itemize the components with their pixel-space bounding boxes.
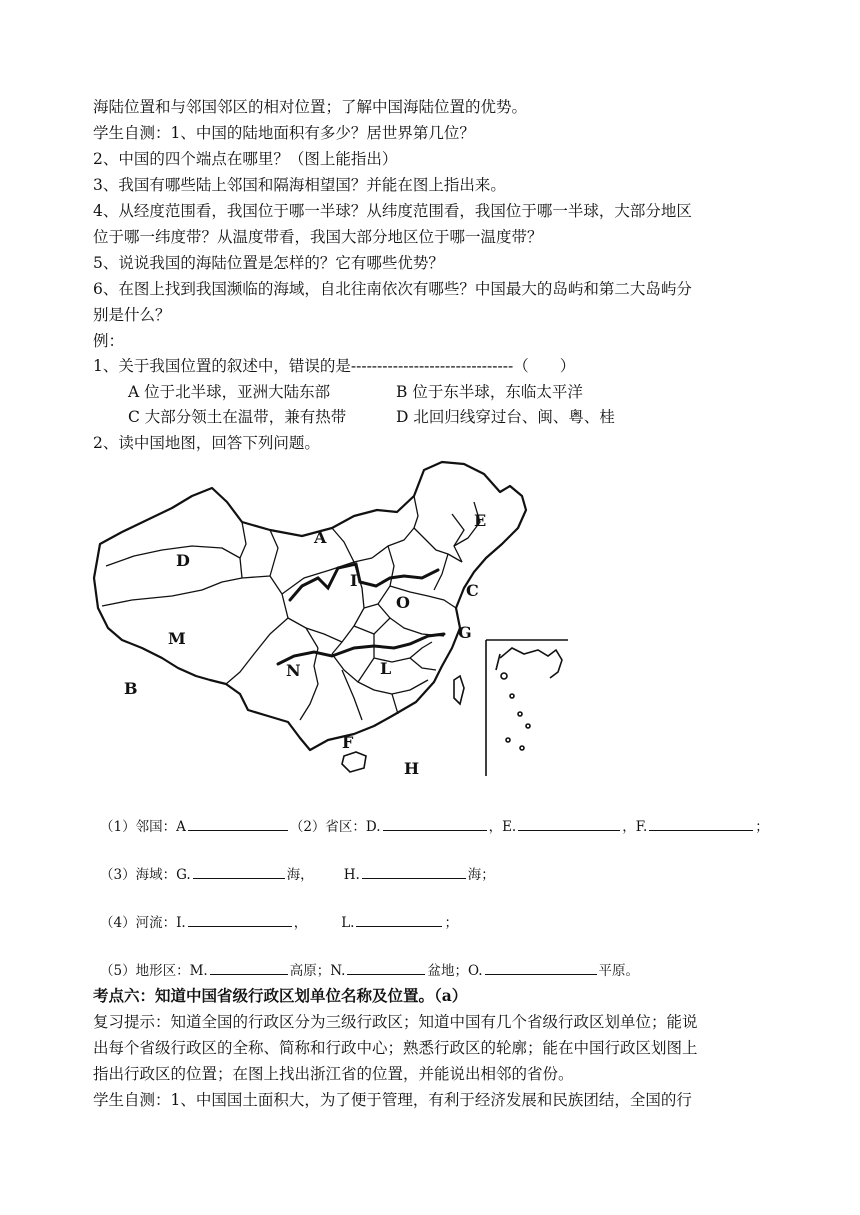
example-question-1: 1、关于我国位置的叙述中，错误的是-------------------------------（ ） [93,357,576,375]
review-line: 出每个省级行政区的全称、简称和行政中心；熟悉行政区的轮廓；能在中国行政区划图上 [93,1039,698,1057]
answer-blank-o[interactable] [485,960,597,975]
fill-label: ； [755,819,769,835]
map-label-i: I [350,571,358,590]
yangtze-river [278,634,444,664]
map-label-g: G [458,623,472,642]
answer-blank-g[interactable] [193,864,285,879]
fill-label: （3）海域：G. [100,867,191,883]
review-line: 指出行政区的位置；在图上找出浙江省的位置，并能说出相邻的省份。 [93,1065,574,1083]
self-test-question: 6、在图上找到我国濒临的海域，自北往南依次有哪些？中国最大的岛屿和第二大岛屿分 [93,280,692,298]
map-label-o: O [396,593,410,612]
fill-label: （1）邻国：A [100,819,186,835]
fill-label: 平原。 [598,963,640,979]
fill-label: ，E. [488,819,517,835]
option-a: A 位于北半球，亚洲大陆东部 [128,383,331,401]
fill-label: ； [444,915,458,931]
fill-row-2 [100,864,495,885]
answer-blank-h[interactable] [362,864,466,879]
hainan-island [342,752,366,772]
map-label-a: A [314,528,327,547]
fill-row-1 [100,816,769,837]
fill-label: （2）省区：D. [289,819,381,835]
fill-label: （5）地形区：M. [100,963,208,979]
self-test-question: 5、说说我国的海陆位置是怎样的？它有哪些优势？ [93,254,444,272]
map-label-l: L [380,659,392,678]
fill-label: ， [293,915,308,931]
map-label-n: N [286,661,301,680]
intro-line: 海陆位置和与邻国邻区的相对位置；了解中国海陆位置的优势。 [93,98,528,116]
map-label-m: M [168,629,186,648]
fill-row-4 [100,960,639,981]
map-label-d: D [176,551,190,570]
self-test-question: 4、从经度范围看，我国位于哪一半球？从纬度范围看，我国位于哪一半球，大部分地区 [93,202,692,220]
answer-blank-d[interactable] [383,816,487,831]
map-label-f: F [342,733,354,752]
map-label-b: B [124,679,138,698]
answer-blank-n[interactable] [347,960,425,975]
option-d: D 北回归线穿过台、闽、粤、桂 [396,408,615,426]
taiwan-island [454,676,464,704]
answer-blank-m[interactable] [210,960,288,975]
option-c: C 大部分领土在温带，兼有热带 [128,408,347,426]
example-label: 例： [93,332,125,350]
fill-label: H. [343,867,360,883]
fill-label: 海， [286,867,314,883]
answer-blank-f[interactable] [649,816,753,831]
fill-label: L. [341,915,355,931]
china-outline [94,462,526,750]
example-question-2: 2、读中国地图，回答下列问题。 [93,434,320,452]
fill-label: 高原；N. [289,963,346,979]
answer-blank-l[interactable] [356,912,442,927]
self-test-question: 别是什么？ [93,306,171,324]
answer-blank-i[interactable] [188,912,292,927]
map-label-e: E [474,511,487,530]
fill-row-3 [100,912,458,933]
option-row [128,406,615,428]
fill-label: 盆地；O. [427,963,483,979]
yellow-river [290,564,438,600]
section-heading: 考点六：知道中国省级行政区划单位名称及位置。（a） [93,986,468,1005]
self-test-question: 位于哪一纬度带？从温度带看，我国大部分地区位于哪一温度带？ [93,228,543,246]
self-test-line: 学生自测：1、中国国土面积大，为了便于管理，有利于经济发展和民族团结，全国的行 [93,1091,692,1109]
china-map [92,458,572,780]
self-test-question: 2、中国的四个端点在哪里？（图上能指出） [93,150,398,168]
fill-label: ，F. [622,819,648,835]
map-label-h: H [404,759,420,778]
review-line: 复习提示：知道全国的行政区分为三级行政区；知道中国有几个省级行政区划单位；能说 [93,1013,698,1031]
option-b: B 位于东半球，东临太平洋 [396,383,583,401]
self-test-question: 3、我国有哪些陆上邻国和隔海相望国？并能在图上指出来。 [93,176,506,194]
self-test-question: 学生自测：1、中国的陆地面积有多少？居世界第几位？ [93,124,475,142]
fill-label: （4）河流：I. [100,915,186,931]
answer-blank-e[interactable] [518,816,620,831]
option-row [128,381,583,403]
answer-blank-a[interactable] [188,816,288,831]
fill-label: 海； [467,867,495,883]
map-label-c: C [466,581,479,600]
